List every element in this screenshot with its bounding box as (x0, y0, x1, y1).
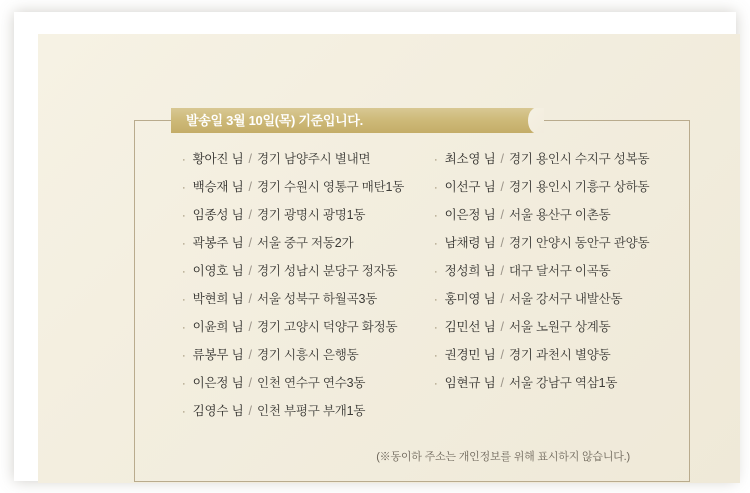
list-item (434, 342, 690, 370)
bullet-icon: · (182, 378, 186, 390)
winner-column-left (134, 146, 412, 426)
list-item (182, 202, 412, 230)
bullet-icon: · (182, 350, 186, 362)
winner-address: 경기 수원시 영통구 매탄1동 (256, 180, 405, 194)
winner-address: 경기 용인시 수지구 성복동 (508, 152, 650, 166)
separator: / (248, 404, 252, 418)
winner-name: 이영호 님 (192, 264, 244, 278)
winner-column-right (412, 146, 690, 426)
bullet-icon: · (434, 294, 438, 306)
separator: / (500, 264, 504, 278)
winner-name: 곽봉주 님 (192, 236, 244, 250)
list-item (182, 258, 412, 286)
list-item (434, 314, 690, 342)
bullet-icon: · (434, 378, 438, 390)
separator: / (248, 376, 252, 390)
separator: / (500, 348, 504, 362)
bullet-icon: · (182, 182, 186, 194)
winner-address: 인천 연수구 연수3동 (256, 376, 366, 390)
winner-name: 최소영 님 (444, 152, 496, 166)
winner-name: 이윤희 님 (192, 320, 244, 334)
winner-name: 이은정 님 (192, 376, 244, 390)
bullet-icon: · (182, 294, 186, 306)
separator: / (248, 292, 252, 306)
bullet-icon: · (434, 322, 438, 334)
bullet-icon: · (434, 154, 438, 166)
list-item (434, 370, 690, 398)
separator: / (500, 152, 504, 166)
winner-address: 경기 안양시 동안구 관양동 (508, 236, 650, 250)
separator: / (500, 376, 504, 390)
bullet-icon: · (182, 406, 186, 418)
separator: / (248, 208, 252, 222)
list-item (434, 258, 690, 286)
list-item (434, 230, 690, 258)
winner-name: 임현규 님 (444, 376, 496, 390)
winner-name: 권경민 님 (444, 348, 496, 362)
winner-name: 이은정 님 (444, 208, 496, 222)
bullet-icon: · (434, 210, 438, 222)
winner-address: 서울 강서구 내발산동 (508, 292, 623, 306)
list-item (182, 370, 412, 398)
winner-name: 정성희 님 (444, 264, 496, 278)
list-item (182, 314, 412, 342)
separator: / (500, 292, 504, 306)
border-top-right-segment (538, 120, 690, 121)
winner-address: 인천 부평구 부개1동 (256, 404, 366, 418)
separator: / (248, 348, 252, 362)
winner-address: 서울 중구 저동2가 (256, 236, 354, 250)
bullet-icon: · (434, 350, 438, 362)
list-item (182, 174, 412, 202)
winner-address: 경기 과천시 별양동 (508, 348, 611, 362)
bullet-icon: · (182, 266, 186, 278)
cream-panel (38, 34, 740, 483)
list-item (434, 146, 690, 174)
winner-name: 황아진 님 (192, 152, 244, 166)
list-item (182, 230, 412, 258)
border-top-left-segment (134, 120, 174, 121)
winner-address: 경기 남양주시 별내면 (256, 152, 371, 166)
ribbon-notch (528, 108, 544, 133)
separator: / (248, 180, 252, 194)
bullet-icon: · (182, 154, 186, 166)
list-item (182, 146, 412, 174)
ribbon-label: 발송일 3월 10일(목) 기준입니다. (186, 113, 363, 128)
winner-address: 서울 성북구 하월곡3동 (256, 292, 378, 306)
winner-address: 서울 용산구 이촌동 (508, 208, 611, 222)
bullet-icon: · (434, 238, 438, 250)
winner-address: 경기 용인시 기흥구 상하동 (508, 180, 650, 194)
list-item (182, 342, 412, 370)
winner-name: 임종성 님 (192, 208, 244, 222)
separator: / (500, 236, 504, 250)
list-item (434, 286, 690, 314)
separator: / (248, 320, 252, 334)
bullet-icon: · (434, 182, 438, 194)
winner-name: 김영수 님 (192, 404, 244, 418)
winner-name: 남채령 님 (444, 236, 496, 250)
winner-address: 대구 달서구 이곡동 (508, 264, 611, 278)
winner-name: 이선구 님 (444, 180, 496, 194)
separator: / (248, 264, 252, 278)
winner-name: 백승재 님 (192, 180, 244, 194)
separator: / (500, 180, 504, 194)
winner-name: 홍미영 님 (444, 292, 496, 306)
list-item (182, 398, 412, 426)
list-item (434, 174, 690, 202)
winner-list (134, 146, 690, 426)
bullet-icon: · (434, 266, 438, 278)
separator: / (500, 208, 504, 222)
bullet-icon: · (182, 238, 186, 250)
privacy-footnote: (※동이하 주소는 개인정보를 위해 표시하지 않습니다.) (376, 451, 630, 463)
winner-name: 류봉무 님 (192, 348, 244, 362)
bullet-icon: · (182, 322, 186, 334)
winner-address: 경기 고양시 덕양구 화정동 (256, 320, 398, 334)
bullet-icon: · (182, 210, 186, 222)
outer-frame (14, 12, 736, 481)
winner-address: 경기 성남시 분당구 정자동 (256, 264, 398, 278)
separator: / (248, 152, 252, 166)
winner-address: 경기 시흥시 은행동 (256, 348, 359, 362)
separator: / (500, 320, 504, 334)
list-item (182, 286, 412, 314)
winner-name: 김민선 님 (444, 320, 496, 334)
winner-address: 서울 노원구 상계동 (508, 320, 611, 334)
list-item (434, 202, 690, 230)
winner-name: 박현희 님 (192, 292, 244, 306)
separator: / (248, 236, 252, 250)
winner-address: 경기 광명시 광명1동 (256, 208, 366, 222)
winner-address: 서울 강남구 역삼1동 (508, 376, 618, 390)
